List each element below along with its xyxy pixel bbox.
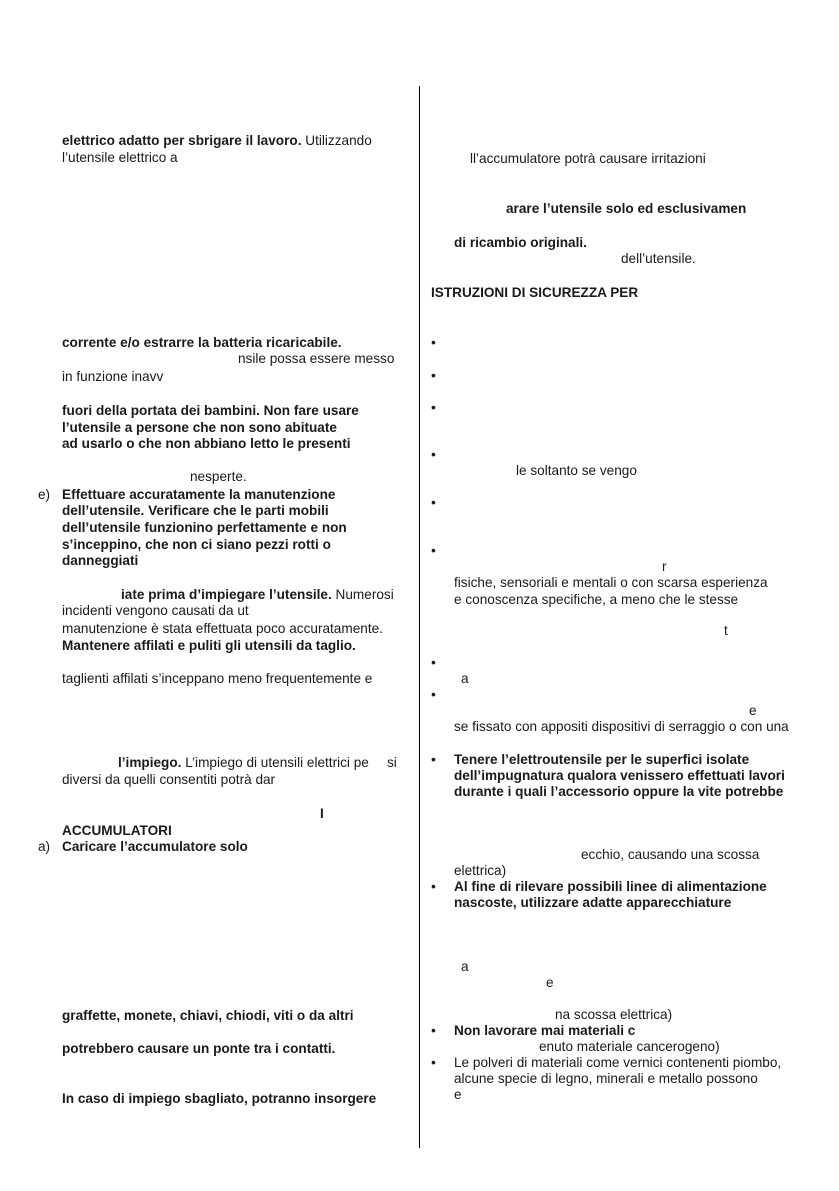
right-line: alcune specie di legno, minerali e metallo possono: [454, 1071, 758, 1086]
bullet: •: [431, 446, 436, 462]
left-line: graffette, monete, chiavi, chiodi, viti o da altri: [62, 1008, 354, 1023]
right-line: elettrica): [454, 863, 507, 878]
column-divider: [419, 86, 420, 1148]
right-line: e: [454, 1087, 462, 1102]
left-line: potrebbero causare un ponte tra i contatti.: [62, 1041, 336, 1056]
left-line: diversi da quelli consentiti potrà dar: [62, 772, 276, 787]
left-line: l’utensile a persone che non sono abituate: [62, 420, 337, 435]
right-line: a: [461, 959, 469, 974]
left-line: danneggiati: [62, 553, 139, 568]
left-line: Caricare l’accumulatore solo: [62, 839, 248, 854]
right-line: ecchio, causando una scossa: [581, 847, 760, 862]
right-line: e: [546, 975, 554, 990]
right-line: dell’utensile.: [621, 251, 696, 266]
section-heading: ISTRUZIONI DI SICUREZZA PER: [431, 285, 639, 300]
right-line: Non lavorare mai materiali c: [454, 1023, 636, 1038]
bullet: •: [431, 334, 436, 350]
bullet: •: [431, 878, 436, 894]
left-line: dell’utensile funzionino perfettamente e non: [62, 520, 347, 535]
bullet: •: [431, 542, 436, 558]
left-line: elettrico adatto per sbrigare il lavoro. Utilizzando: [62, 133, 372, 148]
right-line: r: [662, 559, 667, 574]
left-line: manutenzione è stata effettuata poco accuratamente.: [62, 621, 383, 636]
left-line: ad usarlo o che non abbiano letto le presenti: [62, 436, 351, 451]
left-line: nsile possa essere messo: [238, 351, 395, 366]
right-line: dell’impugnatura qualora venissero effettuati lavori: [454, 768, 785, 783]
left-line: iate prima d’impiegare l’utensile. Numerosi: [121, 587, 394, 602]
right-line: na scossa elettrica): [555, 1007, 673, 1022]
right-line: nascoste, utilizzare adatte apparecchiature: [454, 895, 732, 910]
left-line: nesperte.: [190, 469, 247, 484]
left-line: l’utensile elettrico a: [62, 150, 178, 165]
left-line: In caso di impiego sbagliato, potranno insorgere: [62, 1091, 377, 1106]
list-marker: a): [38, 839, 51, 854]
left-line: dell’utensile. Verificare che le parti mobili: [62, 503, 329, 518]
bullet: •: [431, 399, 436, 415]
right-line: di ricambio originali.: [454, 235, 587, 250]
left-line: Mantenere affilati e puliti gli utensili da taglio.: [62, 638, 356, 653]
left-line: in funzione inavv: [62, 369, 164, 384]
right-line: t: [724, 623, 728, 638]
left-line: corrente e/o estrarre la batteria ricaricabile.: [62, 335, 342, 350]
right-line: le soltanto se vengo: [516, 463, 637, 478]
right-line: Le polveri di materiali come vernici contenenti piombo,: [454, 1055, 782, 1070]
right-line: arare l’utensile solo ed esclusivamen: [506, 201, 747, 216]
bullet: •: [431, 367, 436, 383]
bullet: •: [431, 751, 436, 767]
right-line: fisiche, sensoriali e mentali o con scarsa esperienza: [454, 575, 768, 590]
right-line: se fissato con appositi dispositivi di serraggio o con una: [454, 719, 789, 734]
right-line: durante i quali l’accessorio oppure la vite potrebbe: [454, 784, 784, 799]
bullet: •: [431, 1054, 436, 1070]
bullet: •: [431, 494, 436, 510]
right-line: e: [749, 703, 757, 718]
right-line: e conoscenza specifiche, a meno che le stesse: [454, 592, 739, 607]
bullet: •: [431, 686, 436, 702]
right-line: Tenere l’elettroutensile per le superfici isolate: [454, 752, 750, 767]
left-line: taglienti affilati s’inceppano meno frequentemente e: [62, 671, 373, 686]
right-line: ll’accumulatore potrà causare irritazioni: [470, 151, 706, 166]
right-line: a: [461, 671, 469, 686]
list-marker: e): [38, 487, 51, 502]
left-line: s’inceppino, che non ci siano pezzi rotti o: [62, 537, 331, 552]
left-line: si: [387, 755, 397, 770]
left-line: fuori della portata dei bambini. Non fare usare: [62, 403, 359, 418]
left-line: incidenti vengono causati da ut: [62, 603, 249, 618]
bullet: •: [431, 1022, 436, 1038]
right-line: Al fine di rilevare possibili linee di alimentazione: [454, 879, 767, 894]
section-heading: ACCUMULATORI: [62, 823, 172, 838]
bullet: •: [431, 654, 436, 670]
section-letter: I: [320, 806, 324, 821]
right-line: enuto materiale cancerogeno): [539, 1039, 720, 1054]
left-line: l’impiego. L’impiego di utensili elettrici pe: [118, 755, 369, 770]
left-line: Effettuare accuratamente la manutenzione: [62, 487, 336, 502]
